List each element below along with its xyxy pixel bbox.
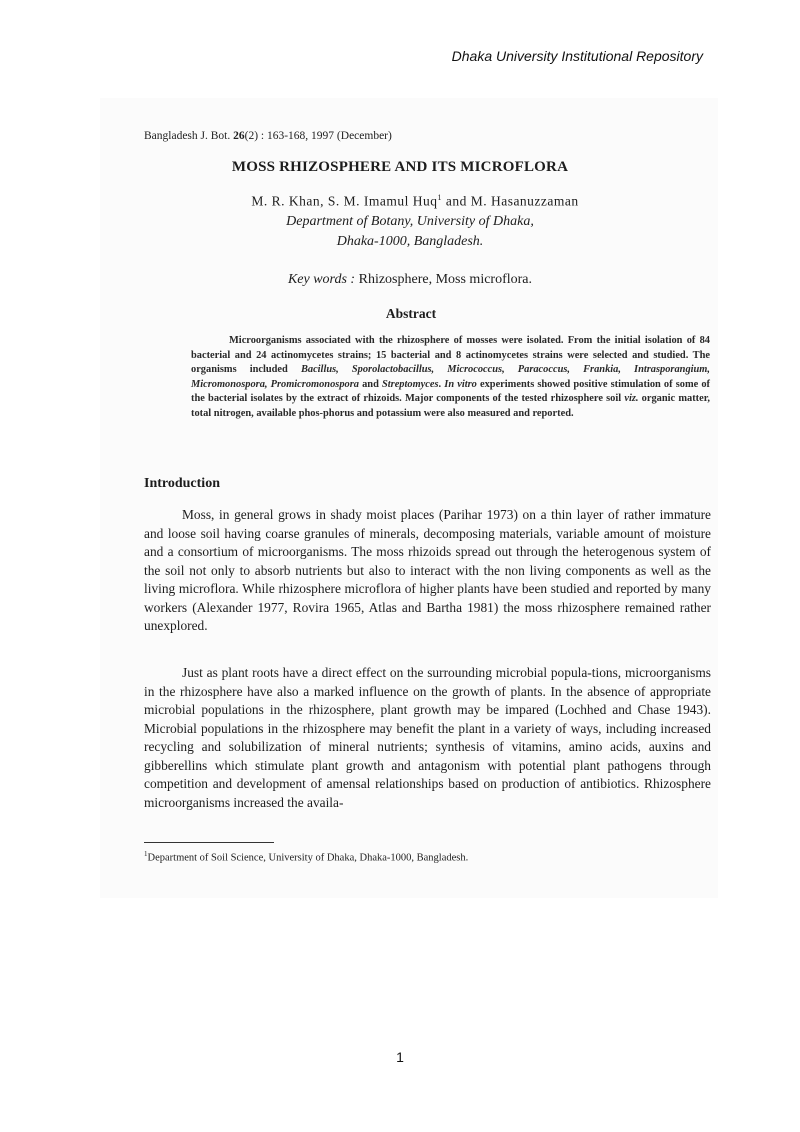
- footnote: [144, 850, 468, 864]
- abstract-organism-last: Streptomyces: [381, 378, 439, 390]
- paper-title: MOSS RHIZOSPHERE AND ITS MICROFLORA: [231, 159, 569, 175]
- introduction-paragraph-2: Just as plant roots have a direct effect on the surrounding microbial popula-tions, microorganisms in the rhizosphere have also a marked influence on the growth of plants. In the absence of appropriate microbial populations in the rhizosphere, plant growth may be impared (Lochhed and Chase 1943). Microbial populations in the rhizosphere may benefit the plant in a variety of ways, including increased recycling and solubilization of mineral nutrients; synthesis of vitamins, amino acids, auxins and gibberellins which stimulate plant growth and antagonism with potential plant pathogens through competition and development of amensal relationships based on production of antibiotics. Rhizosphere microorganisms increased the availa-: [144, 665, 711, 810]
- footnote-divider: [144, 842, 274, 843]
- repository-header: Dhaka University Institutional Repository: [451, 48, 703, 64]
- authors-part2: and M. Hasanuzzaman: [441, 193, 579, 209]
- abstract-text-1: Microorganisms associated with the rhizosphere of mosses were isolated. From the initial isolation of 84 bacterial and 24 actinomycetes strains; 15 bacterial and 8 actinomycetes strains were selected and studied. The organisms included: [191, 335, 710, 376]
- authors-part1: M. R. Khan, S. M. Imamul Huq: [251, 193, 438, 209]
- abstract-text-4: experiments showed positive stimulation of some of the bacterial isolates by the extract of rhizoids. Major components of the tested rhizosphere soil: [191, 378, 711, 405]
- author-footnote-mark: 1: [437, 193, 442, 202]
- abstract-heading: Abstract: [385, 306, 437, 321]
- abstract-viz: viz.: [624, 393, 639, 405]
- journal-issue-pages: (2) : 163-168, 1997 (December): [244, 130, 392, 142]
- authors: [0, 193, 800, 210]
- journal-citation: [144, 130, 392, 142]
- footnote-mark: 1: [144, 850, 148, 858]
- abstract-organisms: Bacillus, Sporolactobacillus, Micrococcus, Paracoccus, Frankia, Intrasporangium, Micromonospora, Promicromonospora: [191, 364, 710, 390]
- affiliation-line-2: Dhaka-1000, Bangladesh.: [336, 234, 484, 249]
- keywords: [0, 272, 800, 288]
- abstract-in-vitro: In vitro: [444, 378, 477, 390]
- journal-name: Bangladesh J. Bot.: [144, 130, 231, 142]
- abstract-text-3: .: [438, 378, 445, 390]
- keywords-label: Key words :: [287, 272, 356, 287]
- abstract-body: [191, 334, 710, 422]
- journal-volume: 26: [233, 130, 245, 142]
- page-number: 1: [396, 1049, 404, 1065]
- affiliation-line-1: Department of Botany, University of Dhaka,: [286, 214, 534, 229]
- introduction-paragraph-1: Moss, in general grows in shady moist places (Parihar 1973) on a thin layer of rather immature and loose soil having coarse granules of minerals, decomposing materials, variable amount of moisture and a consortium of microorganisms. The moss rhizoids spread out through the heterogenous system of the soil not only to absorb nutrients but also to interact with the non living components as well as the living microflora. While rhizosphere microflora of higher plants have been studied and reported by many workers (Alexander 1977, Rovira 1965, Atlas and Bartha 1981) the moss rhizosphere remained rather unexplored.: [144, 507, 711, 633]
- keywords-value: Rhizosphere, Moss microflora.: [355, 272, 533, 287]
- footnote-text: Department of Soil Science, University of Dhaka, Dhaka-1000, Bangladesh.: [147, 852, 469, 864]
- abstract-text-2: and: [358, 378, 382, 390]
- abstract-text-5: organic matter, total nitrogen, available phos-phorus and potassium were also measured and reported.: [191, 393, 710, 419]
- introduction-heading: Introduction: [144, 476, 220, 491]
